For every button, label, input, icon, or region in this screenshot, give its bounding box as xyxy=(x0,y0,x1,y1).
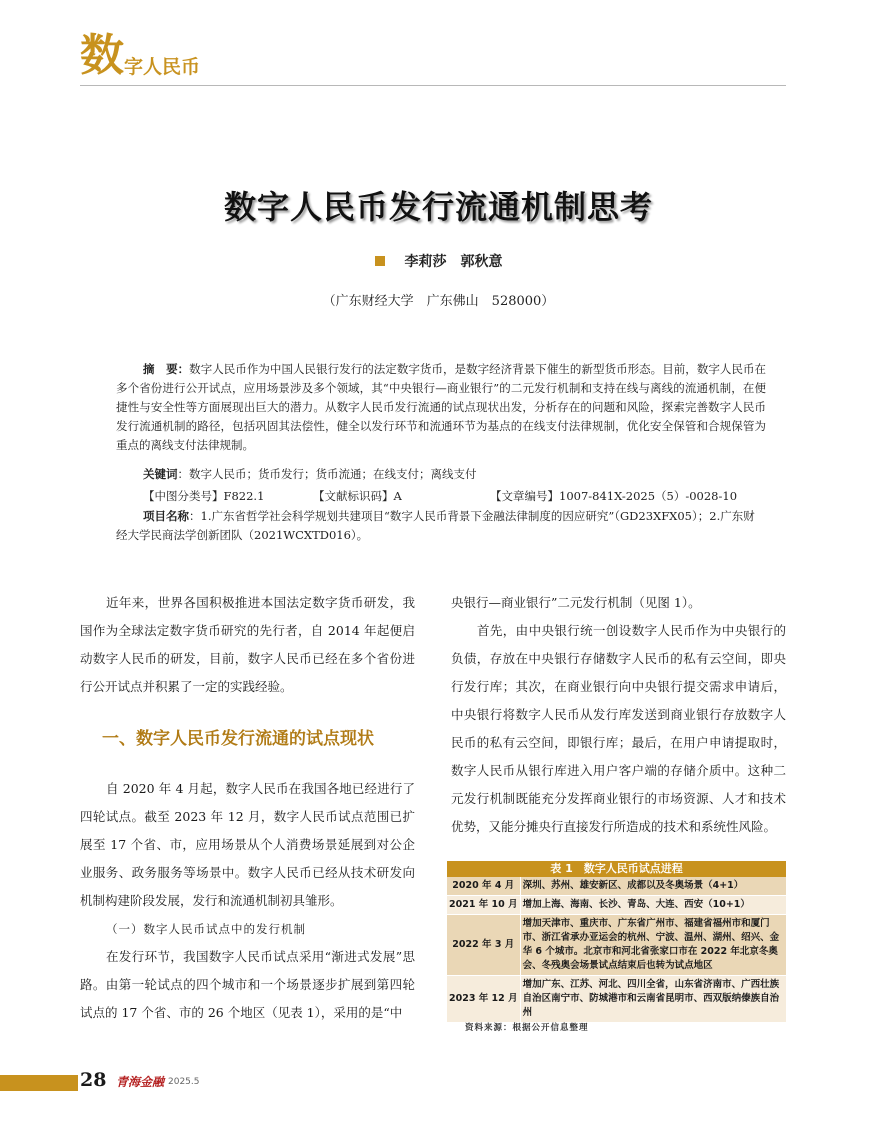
body-right-column xyxy=(451,589,786,841)
paragraph-issuance: 在发行环节，我国数字人民币试点采用“渐进式发展”思路。由第一轮试点的四个城市和一个场景逐步扩展到第四轮试点的 17 个省、市的 26 个地区（见表 1），采用的是“中 xyxy=(80,949,415,1020)
table-body xyxy=(447,877,786,1023)
body-left-column xyxy=(80,589,415,1027)
table-cell-date: 2021 年 10 月 xyxy=(447,896,520,915)
document-code: 【文献标识码】A xyxy=(313,489,402,503)
table-row xyxy=(447,896,786,915)
paragraph-intro: 近年来，世界各国积极推进本国法定数字货币研发，我国作为全球法定数字货币研究的先行者，自 2014 年起便启动数字人民币的研发，目前，数字人民币已经在多个省份进行公开试点并积累了一定的实践经验。 xyxy=(80,595,415,694)
abstract-block: 摘 要：数字人民币作为中国人民银行发行的法定数字货币，是数字经济背景下催生的新型货币形态。目前，数字人民币在多个省份进行公开试点，应用场景涉及多个领域，其“中央银行—商业银行”的二元发行机制和支持在线与离线的流通机制，在便捷性与安全性等方面展现出巨大的潜力。从数字人民币发行流通的试点现状出发，分析存在的问题和风险，探索完善数字人民币发行流通机制的路径，包括巩固其法偿性，健全以发行环节和流通环节为基点的在线支付法律规制，优化安全保管和合规保管为重点的离线支付法律规制。 xyxy=(116,362,767,452)
table-cell-content: 深圳、苏州、雄安新区、成都以及冬奥场景（4+1） xyxy=(520,877,786,896)
article-authors xyxy=(0,251,877,271)
table-cell-content: 增加天津市、重庆市、广东省广州市、福建省福州市和厦门市、浙江省承办亚运会的杭州、宁波、温州、湖州、绍兴、金华 6 个城市。北京市和河北省张家口市在 2022 年北京冬奥会、冬残奥会场景试点结束后也转为试点地区 xyxy=(520,915,786,976)
table-cell-content: 增加广东、江苏、河北、四川全省，山东省济南市、广西壮族自治区南宁市、防城港市和云南省昆明市、西双版纳傣族自治州 xyxy=(520,976,786,1023)
project-text: 1.广东省哲学社会科学规划共建项目“数字人民币背景下金融法律制度的因应研究”（GD23XFX05）；2.广东财经大学民商法学创新团队（2021WCXTD016）。 xyxy=(116,509,755,542)
paragraph-continued: 央银行—商业银行”二元发行机制（见图 1）。 xyxy=(451,595,701,610)
abstract-text: 数字人民币作为中国人民银行发行的法定数字货币，是数字经济背景下催生的新型货币形态。目前，数字人民币在多个省份进行公开试点，应用场景涉及多个领域，其“中央银行—商业银行”的二元发行机制和支持在线与离线的流通机制，在便捷性与安全性等方面展现出巨大的潜力。从数字人民币发行流通的试点现状出发，分析存在的问题和风险，探索完善数字人民币发行流通机制的路径，包括巩固其法偿性，健全以发行环节和流通环节为基点的在线支付法律规制，优化安全保管和合规保管为重点的离线支付法律规制。 xyxy=(116,362,767,452)
keywords-text: 数字人民币；货币发行；货币流通；在线支付；离线支付 xyxy=(189,467,477,481)
clc-number: 【中图分类号】F822.1 xyxy=(143,489,265,503)
section-logo-initial: 数 xyxy=(80,30,124,81)
paragraph-two-tier: 首先，由中央银行统一创设数字人民币作为中央银行的负债，存放在中央银行存储数字人民币的私有云空间，即央行发行库；其次，在商业银行向中央银行提交需求申请后，中央银行将数字人民币从发行库发送到商业银行存放数字人民币的私有云空间，即银行库；最后，在用户申请提取时，数字人民币从银行库进入用户客户端的存储介质中。这种二元发行机制既能充分发挥商业银行的市场资源、人才和技术优势，又能分摊央行直接发行所造成的技术和系统性风险。 xyxy=(451,623,786,834)
issue-number: 2025.5 xyxy=(168,1077,200,1087)
table-row xyxy=(447,976,786,1023)
header-divider xyxy=(80,85,786,86)
table-cell-content: 增加上海、海南、长沙、青岛、大连、西安（10+1） xyxy=(520,896,786,915)
journal-name: 青海金融 xyxy=(116,1075,165,1089)
article-number: 【文章编号】1007-841X-2025（5）-0028-10 xyxy=(490,489,738,503)
abstract-label: 摘 要 xyxy=(143,362,178,376)
square-bullet-icon xyxy=(375,256,385,266)
table-title: 表 1 数字人民币试点进程 xyxy=(447,861,786,877)
project-block: 项目名称：1.广东省哲学社会科学规划共建项目“数字人民币背景下金融法律制度的因应研究”（GD23XFX05）；2.广东财经大学民商法学创新团队（2021WCXTD016）。 xyxy=(116,509,755,542)
table-row xyxy=(447,915,786,976)
pilot-progress-table xyxy=(447,861,786,1023)
table-cell-date: 2020 年 4 月 xyxy=(447,877,520,896)
table-source-note: 资料来源：根据公开信息整理 xyxy=(465,1023,589,1033)
paragraph-pilot-status: 自 2020 年 4 月起，数字人民币在我国各地已经进行了四轮试点。截至 2023 年 12 月，数字人民币试点范围已扩展至 17 个省、市，应用场景从个人消费场景延展到对公企业服务、政务服务等场景中。数字人民币已经从技术研发向机制构建阶段发展，发行和流通机制初具雏形。 xyxy=(80,781,415,908)
subheading-issuance: （一）数字人民币试点中的发行机制 xyxy=(106,922,306,936)
keywords-label: 关键词 xyxy=(143,467,178,481)
section-logo-text: 字人民币 xyxy=(124,56,201,78)
table-row xyxy=(447,877,786,896)
page-number: 28 xyxy=(80,1069,107,1091)
authors-text: 李莉莎 郭秋意 xyxy=(404,254,503,270)
section-heading-1: 一、数字人民币发行流通的试点现状 xyxy=(102,729,374,749)
table-cell-date: 2022 年 3 月 xyxy=(447,915,520,976)
table-cell-date: 2023 年 12 月 xyxy=(447,976,520,1023)
project-label: 项目名称 xyxy=(143,509,189,523)
footer-accent-bar xyxy=(0,1075,78,1091)
article-affiliation: （广东财经大学 广东佛山 528000） xyxy=(322,294,555,309)
keywords-line: 关键词：数字人民币；货币发行；货币流通；在线支付；离线支付 xyxy=(143,467,477,481)
article-title: 数字人民币发行流通机制思考 xyxy=(223,188,653,226)
